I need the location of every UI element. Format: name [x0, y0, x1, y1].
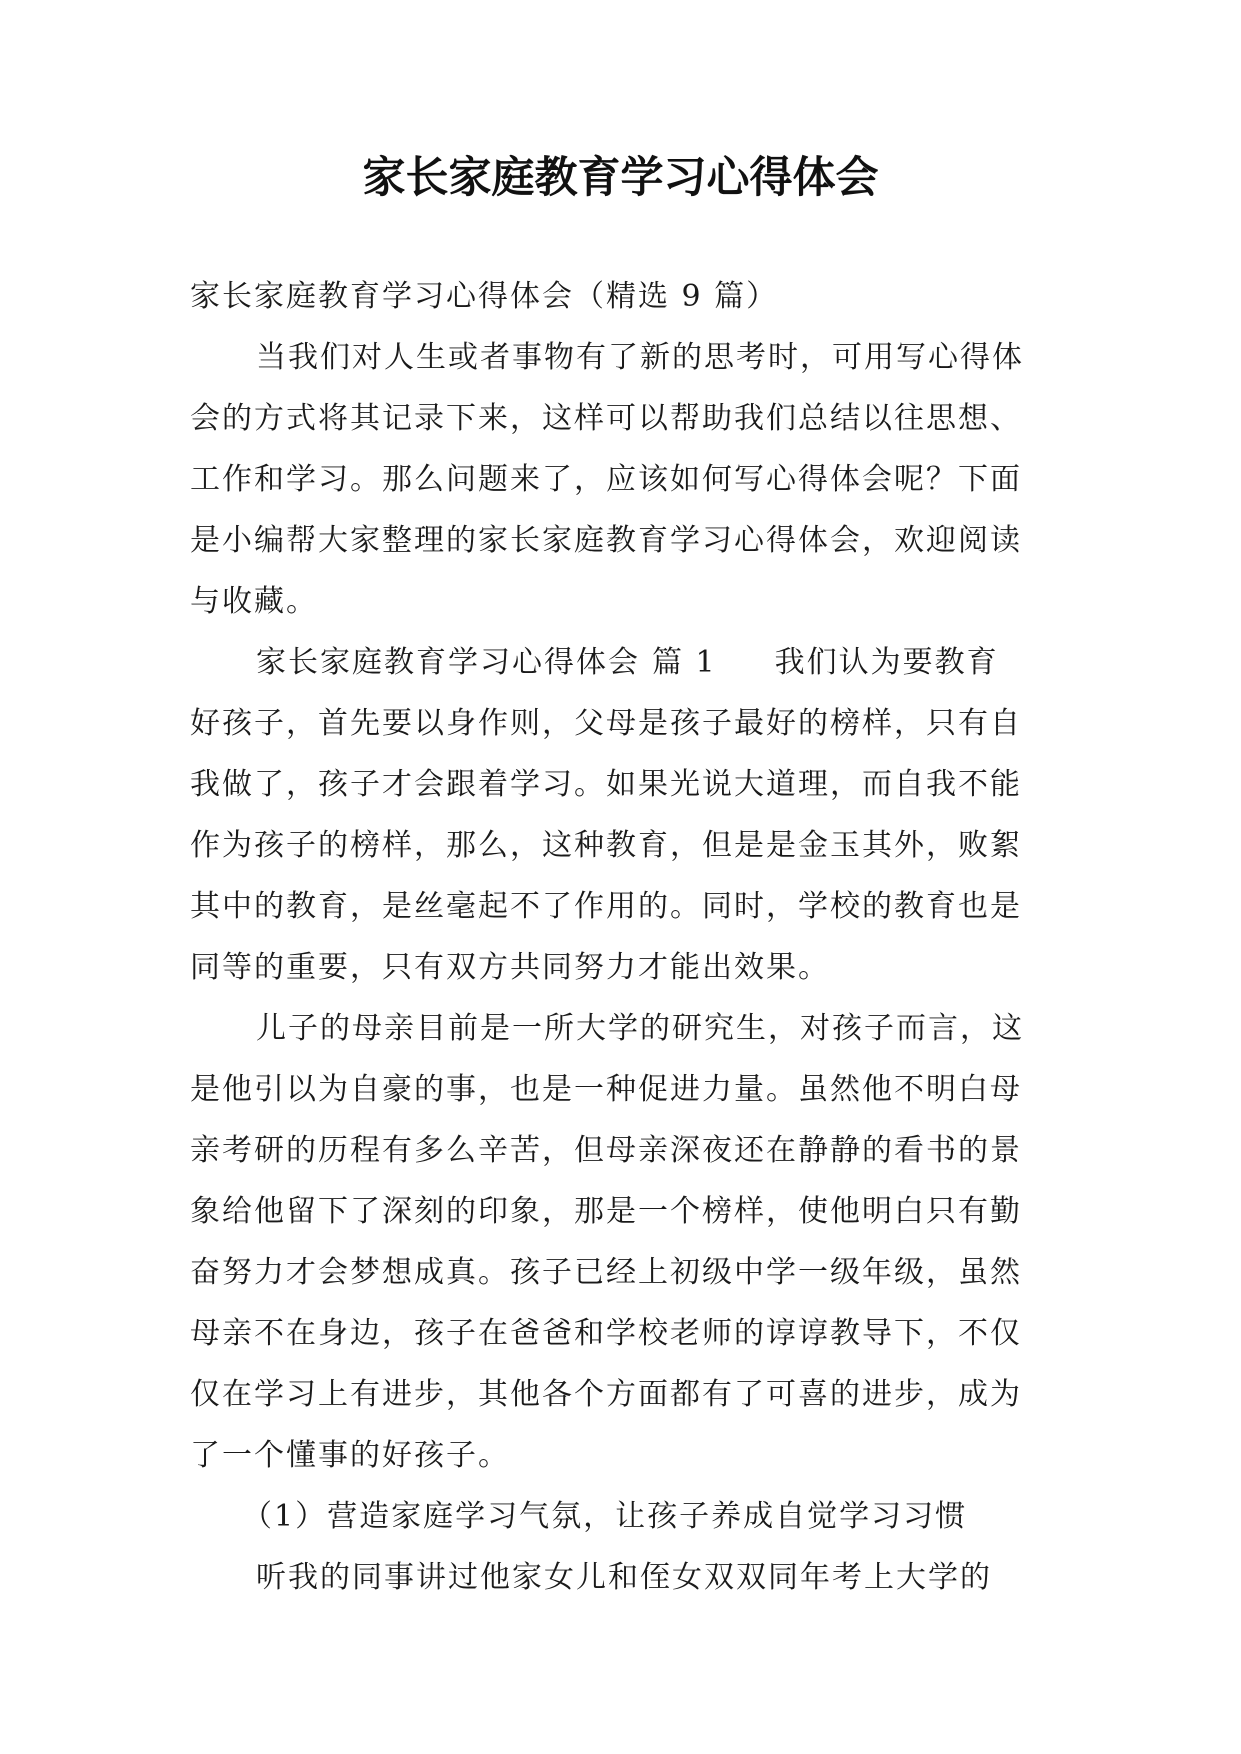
section-1-paragraph — [190, 632, 1052, 998]
paragraph-line: 了一个懂事的好孩子。 — [190, 1438, 510, 1473]
intro-paragraph — [190, 327, 1052, 632]
section-1-first-text: 我们认为要教育 — [774, 645, 999, 680]
paragraph-line: 当我们对人生或者事物有了新的思考时，可用写心得体 — [256, 340, 1024, 375]
paragraph-line: 工作和学习。那么问题来了，应该如何写心得体会呢？下面 — [190, 462, 1022, 497]
paragraph-line: 同等的重要，只有双方共同努力才能出效果。 — [190, 950, 830, 985]
paragraph-2 — [190, 998, 1052, 1486]
document-subtitle: 家长家庭教育学习心得体会（精选 9 篇） — [190, 279, 779, 314]
paragraph-line: 是小编帮大家整理的家长家庭教育学习心得体会，欢迎阅读 — [190, 523, 1022, 558]
section-1-first-line — [190, 632, 1052, 693]
paragraph-line: 与收藏。 — [190, 584, 318, 619]
paragraph-line: 会的方式将其记录下来，这样可以帮助我们总结以往思想、 — [190, 401, 1022, 436]
paragraph-line: 象给他留下了深刻的印象，那是一个榜样，使他明白只有勤 — [190, 1194, 1022, 1229]
paragraph-line: 是他引以为自豪的事，也是一种促进力量。虽然他不明白母 — [190, 1072, 1022, 1107]
paragraph-line: 其中的教育，是丝毫起不了作用的。同时，学校的教育也是 — [190, 889, 1022, 924]
paragraph-line: 好孩子，首先要以身作则，父母是孩子最好的榜样，只有自 — [190, 706, 1022, 741]
paragraph-line: 作为孩子的榜样，那么，这种教育，但是是金玉其外，败絮 — [190, 828, 1022, 863]
paragraph-line: 母亲不在身边，孩子在爸爸和学校老师的谆谆教导下，不仅 — [190, 1316, 1022, 1351]
document-body — [190, 266, 1052, 1608]
paragraph-line: 听我的同事讲过他家女儿和侄女双双同年考上大学的 — [256, 1560, 992, 1595]
paragraph-line: 奋努力才会梦想成真。孩子已经上初级中学一级年级，虽然 — [190, 1255, 1022, 1290]
section-label: 篇 1 — [652, 645, 717, 680]
paragraph-line: 我做了，孩子才会跟着学习。如果光说大道理，而自我不能 — [190, 767, 1022, 802]
document-title: 家长家庭教育学习心得体会 — [362, 153, 879, 203]
point-1-heading: （1）营造家庭学习气氛，让孩子养成自觉学习习惯 — [242, 1499, 968, 1534]
section-heading: 家长家庭教育学习心得体会 — [256, 645, 640, 680]
paragraph-line: 儿子的母亲目前是一所大学的研究生，对孩子而言，这 — [256, 1011, 1024, 1046]
paragraph-line: 仅在学习上有进步，其他各个方面都有了可喜的进步，成为 — [190, 1377, 1022, 1412]
paragraph-line: 亲考研的历程有多么辛苦，但母亲深夜还在静静的看书的景 — [190, 1133, 1022, 1168]
